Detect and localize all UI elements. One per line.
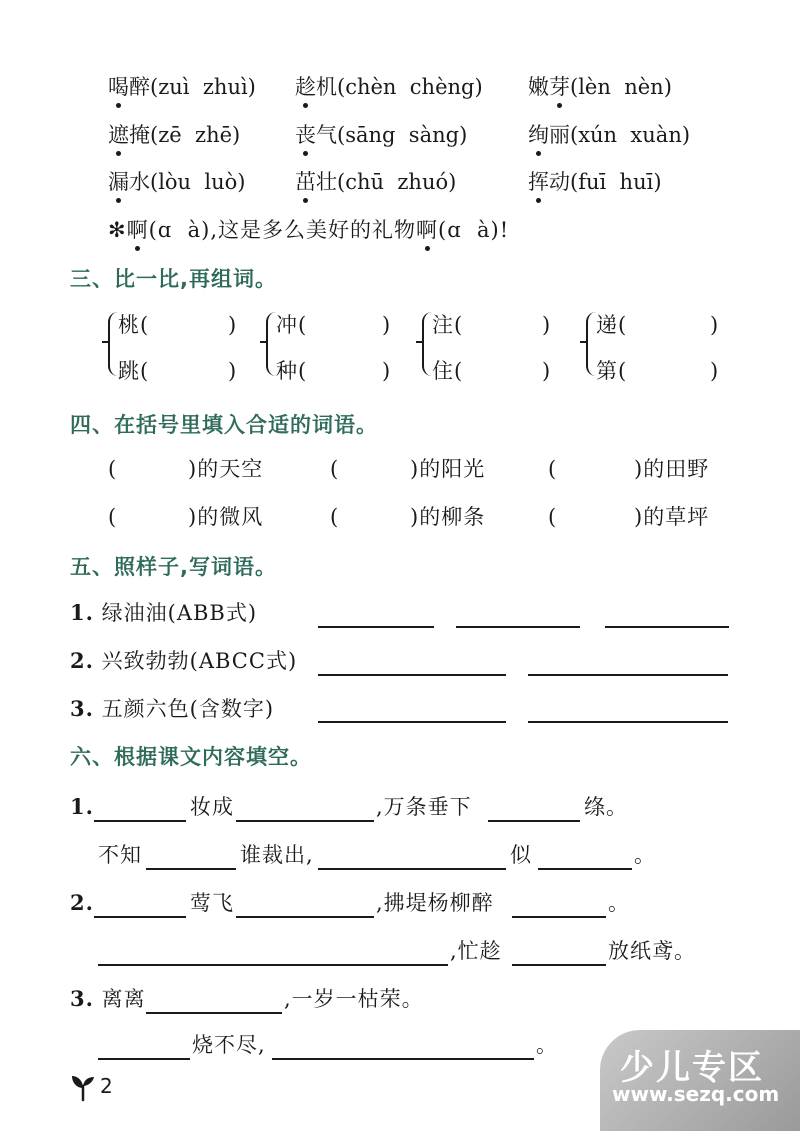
poem-text: 绦。 [584,795,628,819]
char: 丽 [549,123,570,147]
answer-line[interactable] [272,1058,534,1060]
pinyin-row-1 [0,72,800,104]
pinyin-item [528,167,662,197]
marked-char: 漏 [108,167,129,197]
poem-text: 妆成 [190,795,234,819]
poem-text: ,忙趁 [450,939,502,963]
poem-text: 不知 [98,843,142,867]
compare-word-bottom: 第( [596,359,628,383]
fill-item: )的天空 [188,457,264,481]
page-number: 2 [100,1074,113,1098]
answer-line[interactable] [538,868,632,870]
pinyin-options: (lòu luò) [150,170,246,194]
pinyin-item [528,72,672,102]
answer-line[interactable] [94,916,186,918]
char: 气 [316,123,337,147]
close-paren: ) [710,313,720,337]
char: 嫩 [528,75,549,99]
brace [422,312,432,376]
pattern-item-2 [70,646,297,676]
compare-word-top: 冲( [276,313,308,337]
marked-char: 啊 [127,215,149,245]
pinyin-options: (fuī huī) [570,170,662,194]
answer-line[interactable] [512,964,606,966]
poem-text: 。 [634,843,656,867]
open-paren: ( [330,457,340,481]
close-paren: ) [228,313,238,337]
pinyin-options: (xún xuàn) [570,123,691,147]
open-paren: ( [330,505,340,529]
answer-line[interactable] [318,626,434,628]
close-paren: ) [382,359,392,383]
pattern-item-1 [70,598,257,628]
char: 机 [316,75,337,99]
char: 水 [129,170,150,194]
char: 掩 [129,123,150,147]
poem-text: ,万条垂下 [376,795,472,819]
answer-line[interactable] [488,820,580,822]
open-paren: ( [548,505,558,529]
sentence-text: ,这是多么美好的礼物 [210,218,416,242]
poem-text: 离离 [101,987,146,1011]
question-line [70,984,146,1014]
answer-line[interactable] [236,916,374,918]
marked-char: 趁 [295,72,316,102]
close-paren: ) [542,313,552,337]
answer-line[interactable] [318,721,506,723]
answer-line[interactable] [146,1012,282,1014]
question-number: 1. [70,794,94,819]
open-paren: ( [548,457,558,481]
pinyin-row-2 [0,120,800,152]
answer-line[interactable] [512,916,606,918]
poem-text: 莺飞 [190,891,234,915]
marked-char: 挥 [528,167,549,197]
compare-word-top: 递( [596,313,628,337]
watermark-url: www.sezq.com [612,1082,780,1106]
compare-word-top: 桃( [118,313,150,337]
marked-char: 茁 [295,167,316,197]
fill-item: )的草坪 [634,505,710,529]
compare-word-bottom: 跳( [118,359,150,383]
answer-line[interactable] [605,626,729,628]
answer-line[interactable] [528,721,728,723]
pinyin-options: (chū zhuó) [337,170,457,194]
close-paren: ) [228,359,238,383]
marked-char: 啊 [416,215,438,245]
section-5-title: 五、照样子,写词语。 [70,555,277,579]
pinyin-item [295,72,483,102]
close-paren: ) [710,359,720,383]
pattern-item-3 [70,694,274,724]
pinyin-options: (ɑ à)! [438,218,510,242]
poem-text: 烧不尽, [192,1033,266,1057]
pinyin-item [108,167,246,197]
answer-line[interactable] [98,1058,190,1060]
char: 醉 [129,75,150,99]
pinyin-options: (sāng sàng) [337,123,468,147]
pinyin-item [295,120,467,150]
compare-word-bottom: 住( [432,359,464,383]
pinyin-options: (chèn chèng) [337,75,483,99]
open-paren: ( [108,457,118,481]
open-paren: ( [108,505,118,529]
pinyin-item [108,72,256,102]
compare-word-top: 注( [432,313,464,337]
answer-line[interactable] [318,868,506,870]
marked-char: 丧 [295,120,316,150]
poem-text: ,拂堤杨柳醉 [376,891,494,915]
item-text: 五颜六色(含数字) [101,697,275,721]
question-number: 2. [70,890,94,915]
poem-text: 。 [536,1033,558,1057]
answer-line[interactable] [98,964,448,966]
pinyin-options: (zuì zhuì) [150,75,256,99]
answer-line[interactable] [456,626,580,628]
sprout-icon [70,1072,96,1102]
answer-line[interactable] [528,674,728,676]
brace [108,312,118,376]
item-number: 2. [70,648,94,673]
pinyin-item [108,120,240,150]
answer-line[interactable] [318,674,506,676]
answer-line[interactable] [146,868,236,870]
compare-word-bottom: 种( [276,359,308,383]
pinyin-options: (lèn nèn) [570,75,672,99]
brace [266,312,276,376]
fill-item: )的柳条 [410,505,486,529]
answer-line[interactable] [236,820,374,822]
close-paren: ) [382,313,392,337]
char: 壮 [316,170,337,194]
item-text: 绿油油(ABB式) [101,601,258,625]
item-number: 1. [70,600,94,625]
poem-text: 似 [510,843,532,867]
marked-char: 绚 [528,120,549,150]
poem-text: 。 [608,891,630,915]
section-6-title: 六、根据课文内容填空。 [70,745,312,769]
pinyin-options: (ɑ à) [148,218,211,242]
fill-item: )的田野 [634,457,710,481]
answer-line[interactable] [94,820,186,822]
marked-char: 遮 [108,120,129,150]
pinyin-row-3 [0,167,800,199]
fill-item: )的微风 [188,505,264,529]
brace [586,312,596,376]
special-sentence [108,215,509,245]
item-text: 兴致勃勃(ABCC式) [101,649,298,673]
star-icon: ✻ [108,218,127,242]
fill-item: )的阳光 [410,457,486,481]
poem-text: 谁裁出, [240,843,314,867]
watermark-title: 少儿专区 [620,1048,764,1088]
question-number: 3. [70,986,94,1011]
section-4-title: 四、在括号里填入合适的词语。 [70,413,378,437]
pinyin-options: (zē zhē) [150,123,241,147]
section-3-title: 三、比一比,再组词。 [70,267,277,291]
pinyin-item [528,120,690,150]
close-paren: ) [542,359,552,383]
char: 动 [549,170,570,194]
poem-text: ,一岁一枯荣。 [284,987,424,1011]
marked-char: 喝 [108,72,129,102]
poem-text: 放纸鸢。 [608,939,696,963]
item-number: 3. [70,696,94,721]
pinyin-item [295,167,456,197]
marked-char: 芽 [549,72,570,102]
